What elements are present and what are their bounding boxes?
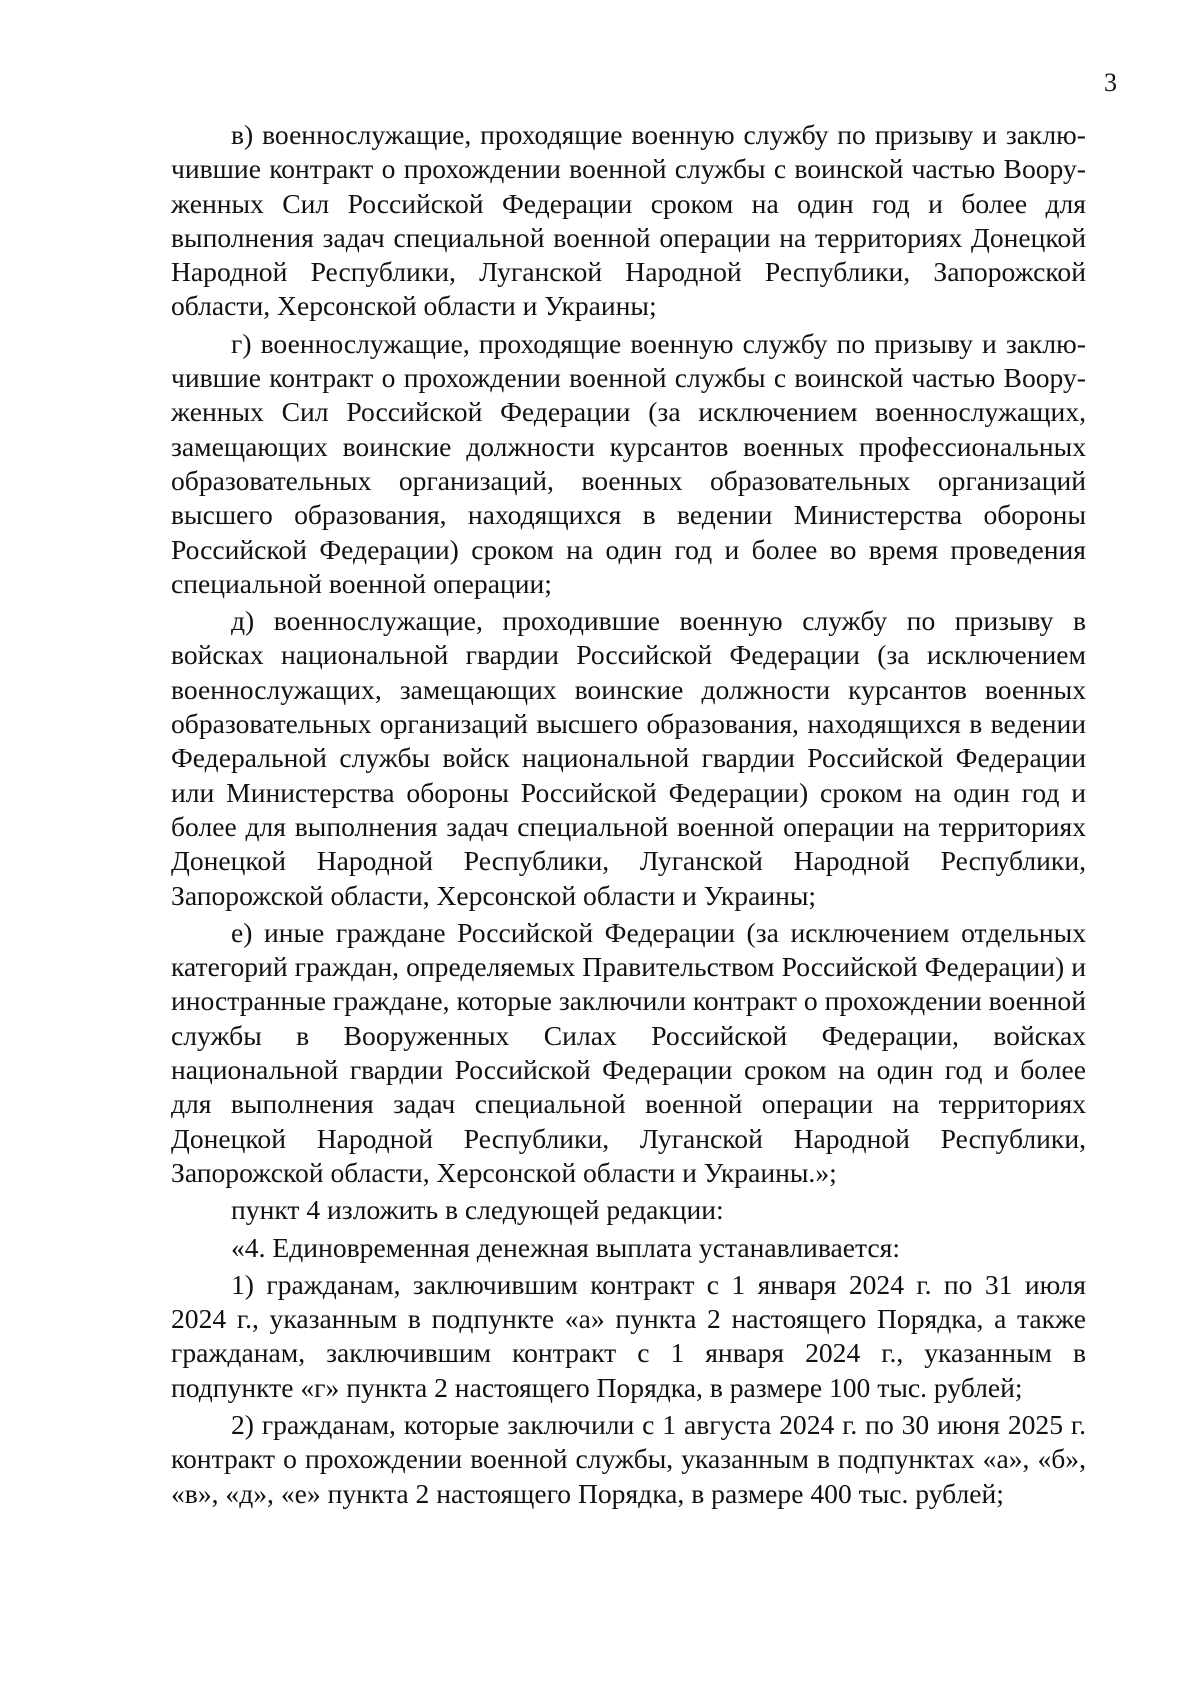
paragraph-clause-4: «4. Единовременная денежная выплата устанавливается: xyxy=(231,1231,900,1263)
paragraph-amendment-intro: пункт 4 изложить в следующей редакции: xyxy=(231,1194,724,1226)
document-body xyxy=(171,118,1086,1511)
page-number: 3 xyxy=(1104,68,1117,97)
paragraph-d: д) военнослужащие, проходившие военную службу по призыву в войсках национальной гвардии Российской Федерации (за исключением военнослужащих, замещающих воинские должности курсантов военных образовательных организаций высшего образования, находящихся в ведении Федеральной службы войск национальной гвардии Российской Федерации или Министерства обороны Российской Федерации) сроком на один год и более для выполнения задач специальной военной операции на территориях Донецкой Народной Республики, Луганской Народной Республики, Запорожской области, Херсонской области и Украины; xyxy=(171,605,1086,911)
paragraph-e: е) иные граждане Российской Федерации (за исключением отдельных категорий граждан, определяемых Правительством Российской Федерации) и иностранные граждане, которые заключили контракт о прохождении военной службы в Вооруженных Силах Российской Федерации, войсках национальной гвардии Российской Федерации сроком на один год и более для выполнения задач специальной военной операции на территориях Донецкой Народной Республики, Луганской Народной Республики, Запорожской области, Херсонской области и Украины.»; xyxy=(171,916,1086,1188)
paragraph-v: в) военнослужащие, проходящие военную службу по призыву и заключившие контракт о прохождении военной службы с воинской частью Вооруженных Сил Российской Федерации сроком на один год и более для выполнения задач специальной военной операции на территориях Донецкой Народной Республики, Луганской Народной Республики, Запорожской области, Херсонской области и Украины; xyxy=(171,119,1086,322)
paragraph-g: г) военнослужащие, проходящие военную службу по призыву и заключившие контракт о прохождении военной службы с воинской частью Вооруженных Сил Российской Федерации (за исключением военнослужащих, замещающих воинские должности курсантов военных профессиональных образовательных организаций, военных образовательных организаций высшего образования, находящихся в ведении Министерства обороны Российской Федерации) сроком на один год и более во время проведения специальной военной операции; xyxy=(171,327,1086,599)
paragraph-subclause-2: 2) гражданам, которые заключили с 1 августа 2024 г. по 30 июня 2025 г. контракт о прохождении военной службы, указанным в подпунктах «а», «б», «в», «д», «е» пункта 2 настоящего Порядка, в размере 400 тыс. рублей; xyxy=(171,1408,1086,1509)
paragraph-subclause-1: 1) гражданам, заключившим контракт с 1 января 2024 г. по 31 июля 2024 г., указанным в подпункте «а» пункта 2 настоящего Порядка, а также гражданам, заключившим контракт с 1 января 2024 г., указанным в подпункте «г» пункта 2 настоящего Порядка, в размере 100 тыс. рублей; xyxy=(171,1268,1086,1403)
